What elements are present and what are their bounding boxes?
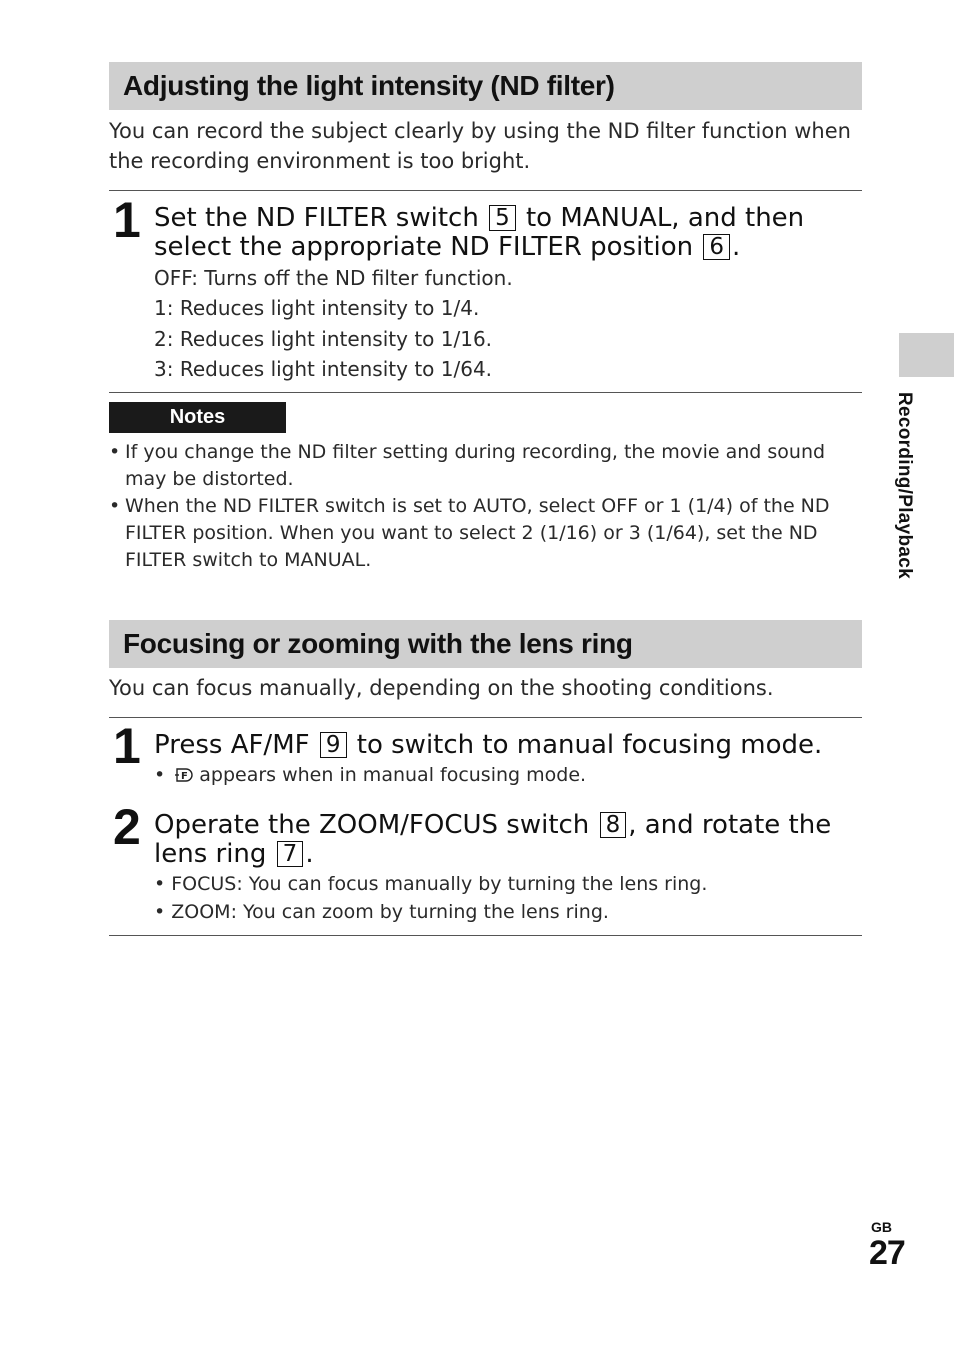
step-number: 2 <box>113 799 141 855</box>
step-text: to MANUAL, and then select the appropriate ND FILTER position <box>154 203 805 262</box>
divider <box>109 717 862 718</box>
step-number: 1 <box>113 718 141 774</box>
step-text: . <box>305 839 314 869</box>
step-instruction <box>154 731 859 760</box>
option-3: 3: Reduces light intensity to 1/64. <box>154 357 493 381</box>
divider <box>109 190 862 191</box>
section-title-nd-filter: Adjusting the light intensity (ND filter) <box>109 62 862 110</box>
option-2: 2: Reduces light intensity to 1/16. <box>154 327 493 351</box>
manual-focus-icon <box>173 767 197 783</box>
callout-number-box: 6 <box>703 234 730 260</box>
notes-badge: Notes <box>109 402 286 433</box>
step-bullet: • FOCUS: You can focus manually by turning the lens ring. <box>154 873 708 895</box>
option-off: OFF: Turns off the ND filter function. <box>154 266 513 290</box>
note-item: • When the ND FILTER switch is set to AUTO, select OFF or 1 (1/4) of the ND FILTER position. When you want to select 2 (1/16) or 3 (1/64), set the ND FILTER switch to MANUAL. <box>109 493 861 574</box>
step-text: , and rotate the lens ring <box>154 810 832 869</box>
step-text: Press AF/MF <box>154 730 310 760</box>
step-text: . <box>732 232 741 262</box>
step-text: Operate the ZOOM/FOCUS switch <box>154 810 590 840</box>
divider <box>109 935 862 936</box>
section-intro-lens-ring: You can focus manually, depending on the shooting conditions. <box>109 676 774 700</box>
section-intro-nd-filter: You can record the subject clearly by using the ND filter function when the recording environment is too bright. <box>109 119 851 173</box>
region-code: GB <box>871 1219 892 1235</box>
option-1: 1: Reduces light intensity to 1/4. <box>154 296 480 320</box>
side-tab-marker <box>899 333 954 377</box>
step-bullet-text: appears when in manual focusing mode. <box>199 764 587 786</box>
step-instruction <box>154 204 859 262</box>
section-title-lens-ring: Focusing or zooming with the lens ring <box>109 620 862 668</box>
step-bullet-text: FOCUS: You can focus manually by turning the lens ring. <box>171 873 708 895</box>
step-instruction <box>154 811 859 869</box>
side-tab-label: Recording/Playback <box>894 392 915 580</box>
step-text: to switch to manual focusing mode. <box>356 730 823 760</box>
step-text: Set the ND FILTER switch <box>154 203 479 233</box>
step-bullet: • ZOOM: You can zoom by turning the lens ring. <box>154 901 609 923</box>
callout-number-box: 7 <box>277 841 304 867</box>
step-bullet: • F appears when in manual focusing mode. <box>154 764 587 786</box>
callout-number-box: 9 <box>320 732 347 758</box>
callout-number-box: 8 <box>600 812 627 838</box>
step-bullet-text: ZOOM: You can zoom by turning the lens ring. <box>171 901 609 923</box>
page-number: 27 <box>869 1234 905 1272</box>
callout-number-box: 5 <box>489 205 516 231</box>
note-item: • If you change the ND filter setting during recording, the movie and sound may be distorted. <box>109 439 861 493</box>
divider <box>109 392 862 393</box>
svg-text:F: F <box>181 771 189 782</box>
step-number: 1 <box>113 192 141 248</box>
